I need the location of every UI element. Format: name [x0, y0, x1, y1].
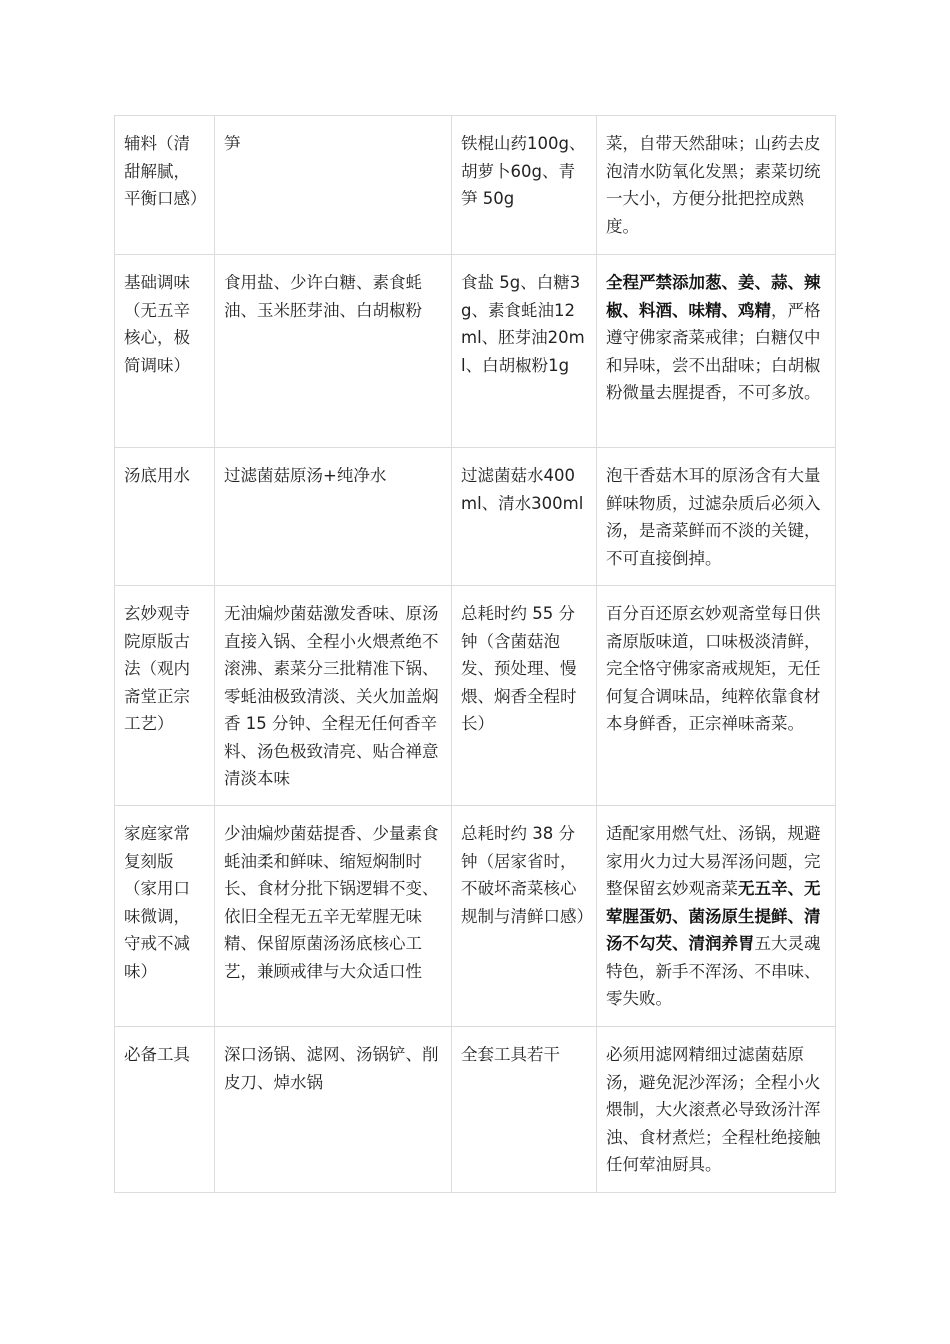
note-emphasis: 全程严禁添加葱、姜、蒜、辣椒、料酒、味精、鸡精: [606, 273, 821, 320]
table-row: [115, 116, 836, 255]
amount-cell: 总耗时约 55 分钟（含菌菇泡发、预处理、慢煨、焖香全程时长）: [452, 586, 597, 806]
amount-cell: 过滤菌菇水400ml、清水300ml: [452, 448, 597, 586]
ingredient-cell: 无油煸炒菌菇激发香味、原汤直接入锅、全程小火煨煮绝不滚沸、素菜分三批精准下锅、零蚝油极致清淡、关火加盖焖香 15 分钟、全程无任何香辛料、汤色极致清亮、贴合禅意清淡本味: [215, 586, 452, 806]
ingredient-cell: 笋: [215, 116, 452, 255]
table-row: [115, 448, 836, 586]
note-cell: [597, 1027, 836, 1193]
category-cell: 家庭家常复刻版（家用口味微调，守戒不减味）: [115, 806, 215, 1027]
table-row: [115, 806, 836, 1027]
recipe-table: [114, 115, 836, 1193]
note-cell: [597, 116, 836, 255]
table-row: [115, 1027, 836, 1193]
table-row: [115, 255, 836, 448]
category-cell: 玄妙观寺院原版古法（观内斋堂正宗工艺）: [115, 586, 215, 806]
note-cell: [597, 448, 836, 586]
amount-cell: 全套工具若干: [452, 1027, 597, 1193]
table-row: [115, 586, 836, 806]
ingredient-cell: 食用盐、少许白糖、素食蚝油、玉米胚芽油、白胡椒粉: [215, 255, 452, 448]
amount-cell: 总耗时约 38 分钟（居家省时，不破坏斋菜核心规制与清鲜口感）: [452, 806, 597, 1027]
amount-cell: 铁棍山药100g、胡萝卜60g、青笋 50g: [452, 116, 597, 255]
amount-cell: 食盐 5g、白糖3g、素食蚝油12ml、胚芽油20ml、白胡椒粉1g: [452, 255, 597, 448]
note-cell: [597, 255, 836, 448]
ingredient-cell: 少油煸炒菌菇提香、少量素食蚝油柔和鲜味、缩短焖制时长、食材分批下锅逻辑不变、依旧全程无五辛无荤腥无味精、保留原菌汤汤底核心工艺，兼顾戒律与大众适口性: [215, 806, 452, 1027]
category-cell: 基础调味（无五辛核心，极简调味）: [115, 255, 215, 448]
note-emphasis: 无五辛、无荤腥蛋奶、菌汤原生提鲜、清汤不勾芡、清润养胃: [606, 879, 821, 953]
table-body: [115, 116, 836, 1193]
note-text: 必须用滤网精细过滤菌菇原汤，避免泥沙浑汤；全程小火煨制，大火滚煮必导致汤汁浑浊、食材煮烂；全程杜绝接触任何荤油厨具。: [606, 1045, 821, 1174]
category-cell: 汤底用水: [115, 448, 215, 586]
note-text: 适配家用燃气灶、汤锅，规避家用火力过大易浑汤问题，完整保留玄妙观斋菜: [606, 824, 821, 898]
category-cell: 辅料（清甜解腻，平衡口感）: [115, 116, 215, 255]
note-text: 菜，自带天然甜味；山药去皮泡清水防氧化发黑；素菜切统一大小，方便分批把控成熟度。: [606, 134, 821, 236]
note-text: ，严格遵守佛家斋菜戒律；白糖仅中和异味，尝不出甜味；白胡椒粉微量去腥提香，不可多放。: [606, 300, 821, 402]
ingredient-cell: 深口汤锅、滤网、汤锅铲、削皮刀、焯水锅: [215, 1027, 452, 1193]
ingredient-cell: 过滤菌菇原汤+纯净水: [215, 448, 452, 586]
note-text: 泡干香菇木耳的原汤含有大量鲜味物质，过滤杂质后必须入汤，是斋菜鲜而不淡的关键，不可直接倒掉。: [606, 466, 821, 568]
category-cell: 必备工具: [115, 1027, 215, 1193]
note-cell: [597, 586, 836, 806]
note-text: 五大灵魂特色，新手不浑汤、不串味、零失败。: [606, 934, 821, 1008]
note-cell: [597, 806, 836, 1027]
note-text: 百分百还原玄妙观斋堂每日供斋原版味道，口味极淡清鲜，完全恪守佛家斋戒规矩，无任何复合调味品，纯粹依靠食材本身鲜香，正宗禅味斋菜。: [606, 604, 821, 733]
